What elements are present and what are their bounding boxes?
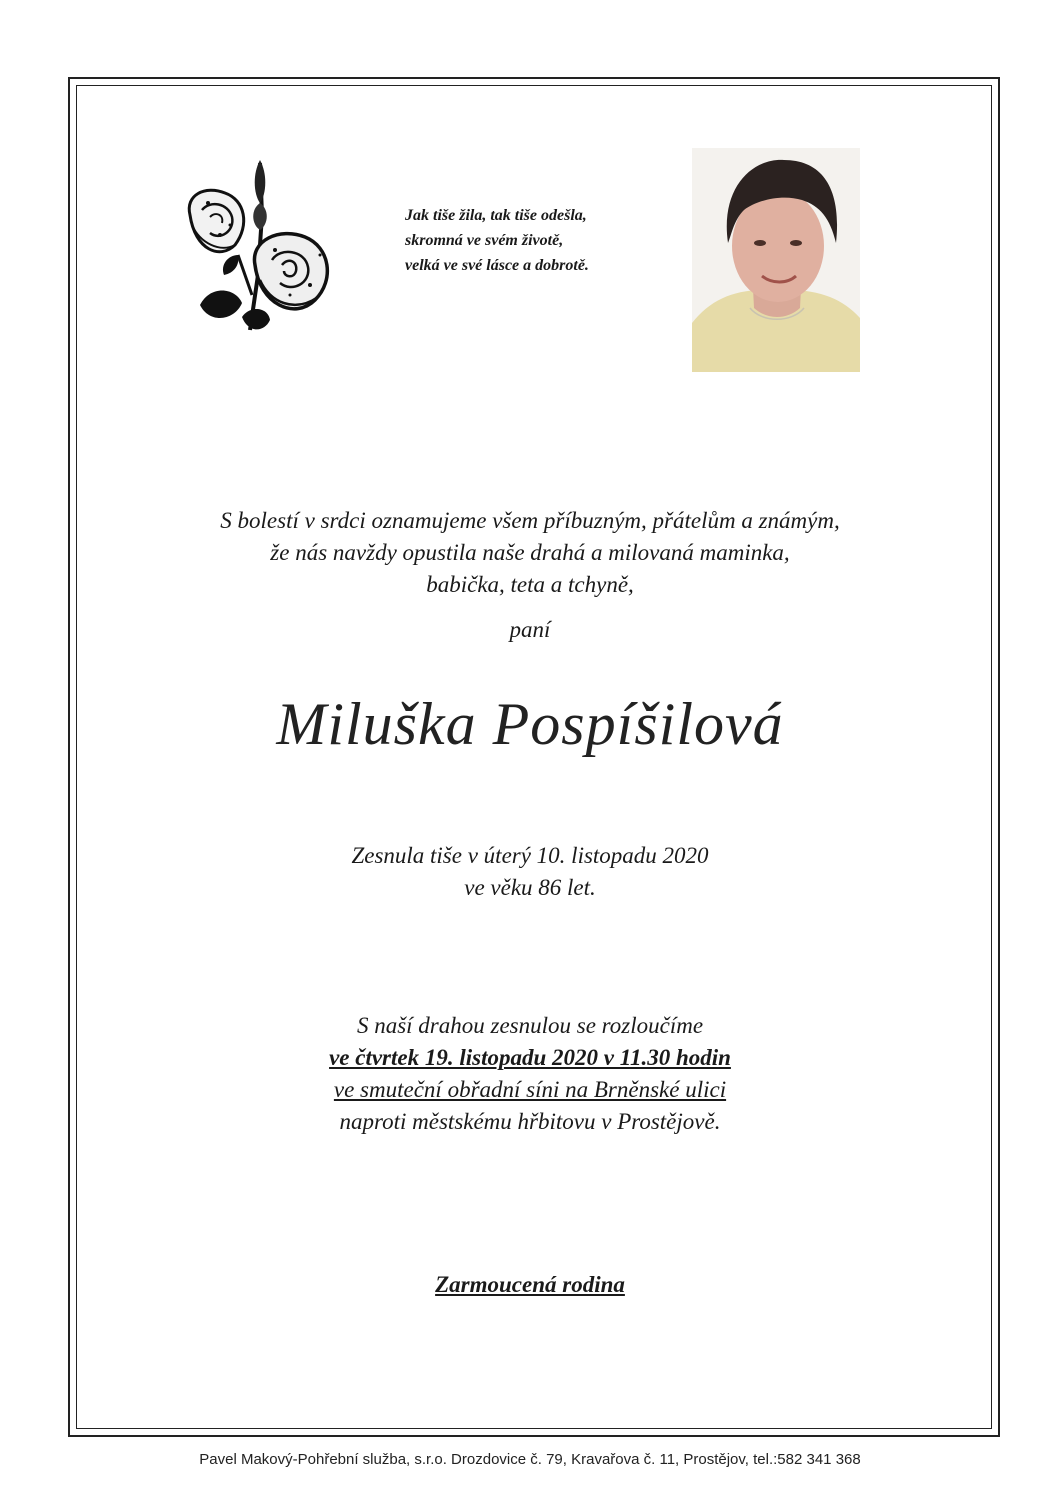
motto-line: Jak tiše žila, tak tiše odešla, xyxy=(405,207,587,224)
farewell-intro: S naší drahou zesnulou se rozloučíme xyxy=(356,1013,704,1038)
announcement-line: S bolestí v srdci oznamujeme všem příbuzným, přátelům a známým, xyxy=(220,508,840,533)
signature: Zarmoucená rodina xyxy=(435,1272,625,1297)
honorific: paní xyxy=(509,617,551,642)
farewell-venue: ve smuteční obřadní síni na Brněnské ulici xyxy=(333,1077,727,1102)
announcement-line: že nás navždy opustila naše drahá a milovaná maminka, xyxy=(270,540,790,565)
farewell-location: naproti městskému hřbitovu v Prostějově. xyxy=(339,1109,721,1134)
deceased-name: Miluška Pospíšilová xyxy=(276,691,784,757)
motto-line: velká ve své lásce a dobrotě. xyxy=(405,257,589,274)
farewell-info xyxy=(120,1010,940,1138)
death-line: Zesnula tiše v úterý 10. listopadu 2020 xyxy=(351,843,709,868)
motto-verse xyxy=(405,203,665,278)
portrait-photo xyxy=(692,148,860,372)
announcement-text xyxy=(120,505,940,601)
footer-funeral-service: Pavel Makový-Pohřební služba, s.r.o. Drozdovice č. 79, Kravařova č. 11, Prostějov, tel.:582 341 368 xyxy=(199,1451,861,1468)
death-line: ve věku 86 let. xyxy=(464,875,596,900)
rose-icon xyxy=(180,155,340,345)
farewell-date: ve čtvrtek 19. listopadu 2020 v 11.30 hodin xyxy=(329,1045,731,1070)
announcement-line: babička, teta a tchyně, xyxy=(426,572,634,597)
motto-line: skromná ve svém životě, xyxy=(405,232,564,249)
death-info xyxy=(120,840,940,904)
